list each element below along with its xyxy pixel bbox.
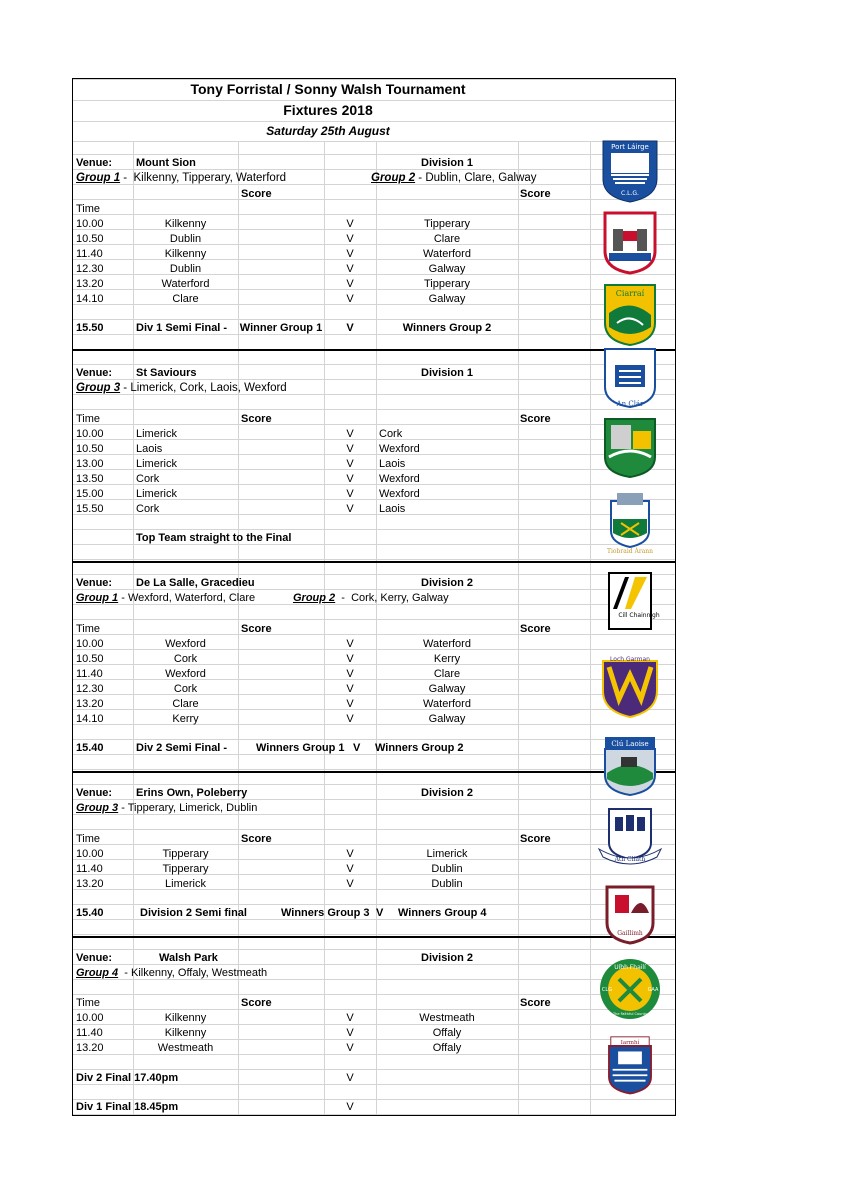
home-team: Laois: [136, 443, 163, 455]
versus: V: [346, 293, 354, 305]
away-team: Tipperary: [423, 278, 471, 290]
clare-crest: [595, 347, 665, 411]
grid-row: [73, 619, 675, 635]
away-team: Wexford: [379, 473, 420, 485]
versus: V: [346, 278, 354, 290]
away-team: Tipperary: [423, 218, 471, 230]
group-label: Group 2: [371, 172, 416, 184]
away-team: Offaly: [432, 1027, 462, 1039]
versus: V: [346, 1042, 354, 1054]
group-line-a: Group 3 - Limerick, Cork, Laois, Wexford: [76, 382, 287, 394]
away-team: Wexford: [379, 443, 420, 455]
versus: V: [346, 458, 354, 470]
away-team: Dublin: [431, 863, 463, 875]
grid-row: [73, 919, 675, 935]
away-team: Dublin: [431, 878, 463, 890]
home-team: Cork: [136, 503, 160, 515]
score-header: Score: [241, 997, 272, 1009]
group-label: Group 3: [76, 802, 119, 814]
versus: V: [346, 473, 354, 485]
fixture-time: 11.40: [76, 863, 103, 875]
group-line-a: Group 3 - Tipperary, Limerick, Dublin: [76, 802, 258, 814]
home-team: Limerick: [136, 458, 177, 470]
fixture-time: 13.00: [76, 458, 104, 470]
away-team: Galway: [428, 293, 466, 305]
group-line-b: Group 2 - Cork, Kerry, Galway: [293, 592, 449, 604]
grid-row: [73, 754, 675, 770]
versus: V: [346, 263, 354, 275]
away-team: Galway: [428, 713, 466, 725]
versus: V: [376, 907, 384, 919]
waterford-crest: [595, 139, 665, 203]
away-team: Cork: [379, 428, 403, 440]
laois-crest: [595, 735, 665, 799]
away-team: Limerick: [426, 848, 468, 860]
home-team: Cork: [173, 683, 198, 695]
score-header: Score: [520, 623, 551, 635]
westmeath-crest: [595, 1035, 665, 1099]
score-header: Score: [520, 997, 551, 1009]
semi-final-label: Div 1 Semi Final -: [136, 322, 228, 334]
time-header: Time: [76, 833, 101, 845]
versus: V: [346, 322, 354, 334]
division-label: Division 2: [421, 952, 473, 964]
home-team: Limerick: [136, 428, 177, 440]
venue-name: St Saviours: [136, 367, 197, 379]
versus: V: [346, 668, 354, 680]
group-teams: Limerick, Cork, Laois, Wexford: [130, 382, 287, 394]
grid-row: [73, 814, 675, 830]
versus: V: [346, 503, 354, 515]
semi-final-time: 15.40: [76, 907, 104, 919]
venue-label: Venue:: [76, 787, 113, 799]
section-divider: [73, 771, 675, 773]
venue-label: Venue:: [76, 952, 113, 964]
away-team: Waterford: [423, 698, 471, 710]
fixture-time: 13.20: [76, 1042, 104, 1054]
crest-text: Gaillimh: [617, 930, 643, 937]
home-team: Cork: [173, 653, 198, 665]
fixture-time: 14.10: [76, 293, 104, 305]
crest-text: Áth Cliath: [614, 856, 646, 863]
venue-name: Walsh Park: [159, 952, 218, 964]
group-teams: Tipperary, Limerick, Dublin: [127, 802, 258, 814]
versus: V: [346, 863, 354, 875]
versus: V: [346, 428, 354, 440]
division-label: Division 1: [421, 367, 473, 379]
home-team: Cork: [136, 473, 160, 485]
semi-final-home: Winner Group 1: [239, 322, 323, 334]
grid-row: [73, 829, 675, 845]
away-team: Westmeath: [419, 1012, 475, 1024]
away-team: Galway: [428, 683, 466, 695]
home-team: Limerick: [165, 878, 206, 890]
section-divider: [73, 936, 675, 938]
grid-row: [73, 994, 675, 1010]
tournament-title: Tony Forristal / Sonny Walsh Tournament: [190, 81, 466, 97]
group-line-a: Group 1 - Kilkenny, Tipperary, Waterford: [76, 172, 287, 184]
crest-text: Uíbh Fhailí: [614, 964, 646, 971]
group-line-b: Group 2 - Dublin, Clare, Galway: [371, 172, 537, 184]
semi-final-time: 15.40: [76, 742, 104, 754]
fixture-time: 11.40: [76, 248, 103, 260]
away-team: Offaly: [432, 1042, 462, 1054]
fixture-time: 10.50: [76, 443, 104, 455]
fixture-time: 11.40: [76, 668, 103, 680]
score-header: Score: [520, 833, 551, 845]
versus: V: [346, 1101, 354, 1113]
versus: V: [346, 713, 354, 725]
kilkenny-crest: [595, 569, 665, 633]
venue-label: Venue:: [76, 157, 113, 169]
crest-text: Cill Chainnigh: [618, 612, 660, 619]
crest-text: Iarmhí: [620, 1040, 640, 1047]
grid-row: [73, 604, 675, 620]
home-team: Wexford: [165, 638, 206, 650]
home-team: Waterford: [161, 278, 210, 290]
fixture-time: 10.00: [76, 1012, 104, 1024]
away-team: Waterford: [423, 248, 471, 260]
home-team: Kerry: [172, 713, 199, 725]
semi-final-away: Winners Group 4: [398, 907, 487, 919]
crest-text: C.L.G.: [621, 190, 639, 197]
time-header: Time: [76, 997, 101, 1009]
division-label: Division 2: [421, 577, 473, 589]
group-label: Group 4: [76, 967, 119, 979]
home-team: Clare: [172, 293, 199, 305]
group-label: Group 1: [76, 592, 119, 604]
time-header: Time: [76, 413, 101, 425]
fixture-time: 11.40: [76, 1027, 103, 1039]
versus: V: [346, 848, 354, 860]
away-team: Clare: [433, 668, 461, 680]
fixture-time: 15.00: [76, 488, 104, 500]
grid-column-line: [590, 141, 591, 1115]
score-header: Score: [520, 413, 551, 425]
versus: V: [346, 248, 354, 260]
fixture-time: 14.10: [76, 713, 104, 725]
semi-final-label: Div 2 Semi Final -: [136, 742, 228, 754]
grid-row: [73, 1114, 675, 1130]
venue-name: De La Salle, Gracedieu: [136, 577, 255, 589]
versus: V: [346, 638, 354, 650]
crest-text: Clú Laoise: [611, 740, 649, 748]
versus: V: [346, 653, 354, 665]
fixture-time: 13.50: [76, 473, 104, 485]
away-team: Wexford: [379, 488, 420, 500]
group-label: Group 2: [293, 592, 336, 604]
group-teams: Dublin, Clare, Galway: [425, 172, 537, 184]
venue-name: Erins Own, Poleberry: [136, 787, 248, 799]
home-team: Westmeath: [157, 1042, 214, 1054]
home-team: Wexford: [165, 668, 206, 680]
crest-text: An Clár: [616, 400, 644, 408]
semi-final-home: Winners Group 3: [281, 907, 370, 919]
group-teams: Kilkenny, Offaly, Westmeath: [131, 967, 268, 979]
fixture-time: 10.50: [76, 653, 104, 665]
group-label: Group 1: [76, 172, 121, 184]
grid-row: [73, 1084, 675, 1100]
home-team: Dublin: [169, 233, 202, 245]
group-line-a: Group 4 - Kilkenny, Offaly, Westmeath: [76, 967, 268, 979]
dublin-crest: [595, 805, 665, 869]
grid-row: [73, 184, 675, 200]
division-label: Division 1: [421, 157, 473, 169]
grid-row: [73, 394, 675, 410]
offaly-crest: [595, 957, 665, 1021]
grid-row: [73, 544, 675, 560]
division-label: Division 2: [421, 787, 473, 799]
home-team: Tipperary: [162, 863, 209, 875]
versus: V: [346, 1027, 354, 1039]
fixture-time: 13.20: [76, 698, 104, 710]
away-team: Laois: [379, 458, 406, 470]
fixture-time: 10.50: [76, 233, 104, 245]
semi-final-time: 15.50: [76, 322, 104, 334]
fixture-date: Saturday 25th August: [266, 124, 390, 138]
grid-row: [73, 334, 675, 350]
versus: V: [346, 683, 354, 695]
venue-label: Venue:: [76, 577, 113, 589]
home-team: Tipperary: [162, 848, 209, 860]
wexford-crest: [595, 655, 665, 719]
semi-final-away: Winners Group 2: [375, 742, 464, 754]
semi-final-away: Winners Group 2: [402, 322, 492, 334]
grid-row: [73, 1054, 675, 1070]
div1-final: Div 1 Final 18.45pm: [76, 1101, 179, 1113]
away-team: Kerry: [433, 653, 461, 665]
kerry-crest: [595, 283, 665, 347]
crest-text: CLG: [601, 987, 613, 993]
crest-text: Ciarraí: [615, 289, 645, 298]
tipperary-crest: [595, 489, 665, 553]
score-header: Score: [241, 188, 272, 200]
limerick-crest: [595, 417, 665, 481]
home-team: Dublin: [169, 263, 202, 275]
versus: V: [346, 488, 354, 500]
section-divider: [73, 561, 675, 563]
versus: V: [346, 698, 354, 710]
group-teams: Cork, Kerry, Galway: [351, 592, 449, 604]
versus: V: [346, 443, 354, 455]
grid-row: [73, 979, 675, 995]
fixture-time: 10.00: [76, 428, 104, 440]
score-header: Score: [520, 188, 551, 200]
time-header: Time: [76, 623, 101, 635]
away-team: Clare: [433, 233, 461, 245]
away-team: Galway: [428, 263, 466, 275]
score-header: Score: [241, 623, 272, 635]
versus: V: [353, 742, 361, 754]
grid-row: [73, 409, 675, 425]
fixture-time: 10.00: [76, 218, 104, 230]
fixtures-year-title: Fixtures 2018: [283, 102, 373, 118]
home-team: Kilkenny: [164, 248, 207, 260]
venue-label: Venue:: [76, 367, 113, 379]
crest-text: Tiobraid Árann: [607, 548, 653, 553]
score-header: Score: [241, 413, 272, 425]
grid-row: [73, 349, 675, 365]
cork-crest: [595, 211, 665, 275]
home-team: Clare: [172, 698, 199, 710]
section-divider: [73, 349, 675, 351]
crest-text: GAA: [647, 987, 659, 993]
home-team: Kilkenny: [164, 1027, 207, 1039]
fixtures-sheet: [72, 78, 676, 1116]
home-team: Limerick: [136, 488, 177, 500]
venue-name: Mount Sion: [136, 157, 196, 169]
versus: V: [346, 1012, 354, 1024]
grid-row: [73, 199, 675, 215]
grid-column-line: [518, 141, 519, 1115]
versus: V: [346, 1072, 354, 1084]
semi-final-home: Winners Group 1: [256, 742, 345, 754]
group-label: Group 3: [76, 382, 121, 394]
versus: V: [346, 233, 354, 245]
time-header: Time: [76, 203, 101, 215]
group-line-a: Group 1 - Wexford, Waterford, Clare: [76, 592, 256, 604]
crest-text: Loch Garman: [610, 656, 650, 663]
fixture-time: 13.20: [76, 278, 104, 290]
fixture-time: 12.30: [76, 683, 104, 695]
group-teams: Kilkenny, Tipperary, Waterford: [133, 172, 287, 184]
semi-final-label: Division 2 Semi final: [140, 907, 247, 919]
home-team: Kilkenny: [164, 1012, 207, 1024]
fixture-time: 15.50: [76, 503, 104, 515]
score-header: Score: [241, 833, 272, 845]
fixture-time: 10.00: [76, 638, 104, 650]
versus: V: [346, 218, 354, 230]
versus: V: [346, 878, 354, 890]
crest-text: The Faithful County: [612, 1012, 648, 1016]
galway-crest: [595, 883, 665, 947]
div2-final: Div 2 Final 17.40pm: [76, 1072, 179, 1084]
fixture-time: 12.30: [76, 263, 104, 275]
home-team: Kilkenny: [164, 218, 207, 230]
fixture-time: 13.20: [76, 878, 104, 890]
away-team: Waterford: [423, 638, 471, 650]
fixture-time: 10.00: [76, 848, 104, 860]
section-note: Top Team straight to the Final: [136, 532, 292, 544]
away-team: Laois: [379, 503, 406, 515]
crest-text: Port Láirge: [611, 143, 649, 151]
group-teams: Wexford, Waterford, Clare: [127, 592, 256, 604]
